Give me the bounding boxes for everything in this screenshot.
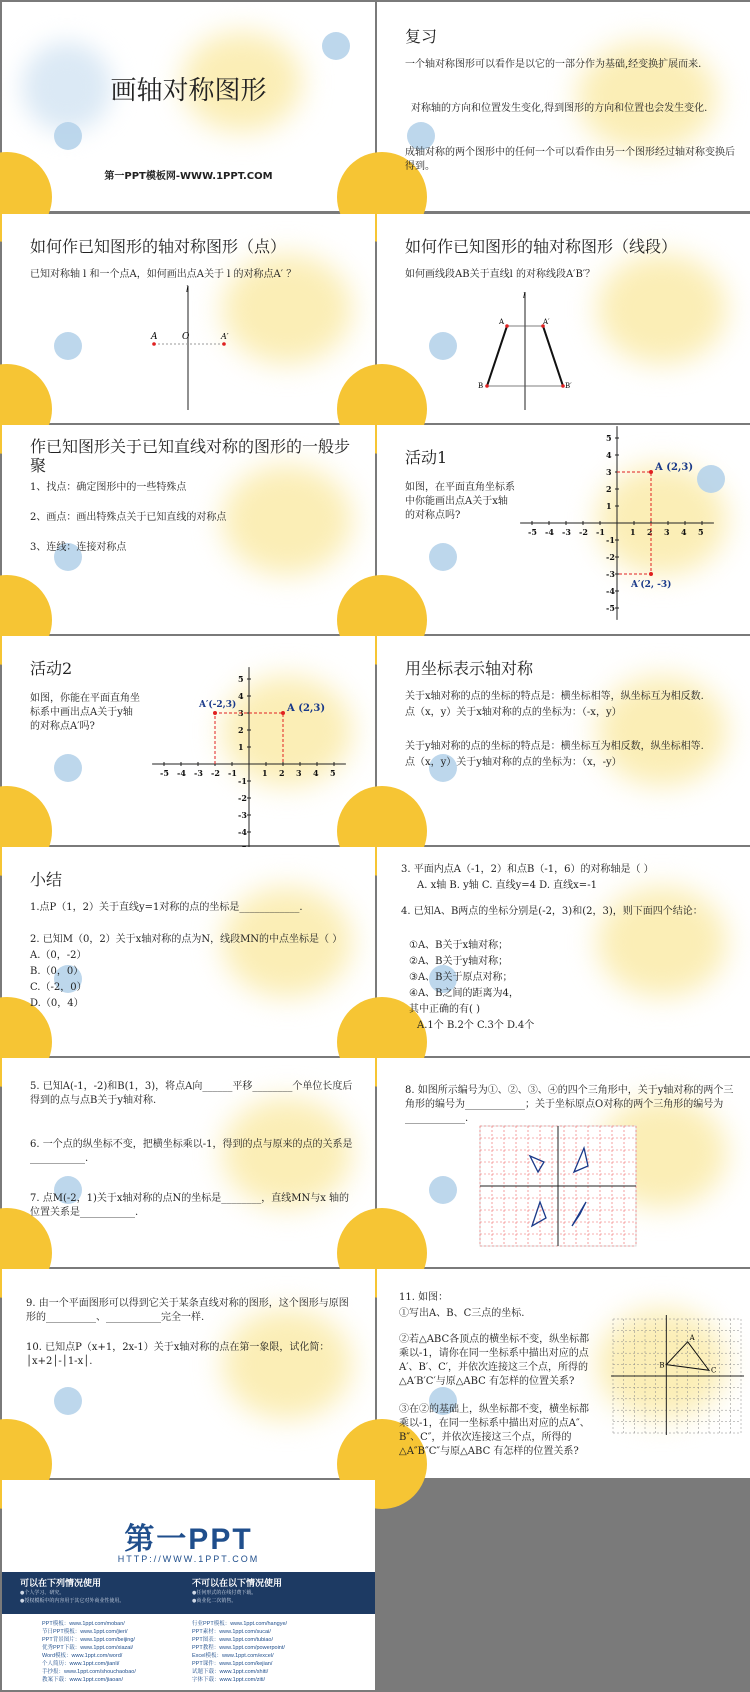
x-tick-label: 4	[681, 527, 687, 537]
label-a-prime: A′	[543, 318, 550, 326]
brand-url[interactable]: HTTP://WWW.1PPT.COM	[117, 1554, 260, 1564]
question-4-options: A.1个 B.2个 C.3个 D.4个	[417, 1020, 535, 1031]
brand-logo: 第一PPT	[124, 1523, 253, 1556]
conclusion-1: ①A、B关于x轴对称；	[409, 940, 509, 951]
x-tick-label: 1	[262, 768, 268, 778]
y-tick-label: 4	[238, 691, 244, 701]
x-tick-label: -4	[177, 768, 186, 778]
resource-link[interactable]: 行业PPT模板：www.1ppt.com/hangye/	[192, 1621, 288, 1627]
question-11-part-2: ②若△ABC各顶点的横坐标不变，纵坐标都乘以-1，请你在同一坐标系中描出对应的点A′、B′、C′，并依次连接这三个点，所得的△A′B′C′与原△ABC 有怎样的位置关系?	[399, 1334, 590, 1387]
slide-title: 如何作已知图形的轴对称图形（点）	[30, 237, 287, 256]
y-tick-label: -3	[238, 810, 247, 820]
slide-11-exercises[interactable]	[2, 1058, 375, 1267]
y-tick-label: -4	[606, 586, 615, 596]
slide-2-review[interactable]	[377, 2, 750, 211]
allowed-title: 可以在下列情况使用	[20, 1579, 102, 1589]
question-11-part-3: ③在②的基础上，纵坐标都不变，横坐标都乘以-1，在同一坐标系中描出对应的点A″、B″、C″，并依次连接这三个点，所得的△A″B″C″与原△ABC 有怎样的位置关系?	[399, 1404, 590, 1457]
label-b-prime: B′	[565, 382, 572, 390]
y-tick-label: -3	[606, 569, 615, 579]
x-tick-label: -3	[562, 527, 571, 537]
x-tick-label: 2	[279, 768, 285, 778]
y-tick-label: 5	[238, 674, 244, 684]
question-11-part-1: ①写出A、B、C三点的坐标.	[399, 1308, 525, 1319]
y-tick-label: -2	[606, 552, 615, 562]
slide-10-exercises[interactable]	[377, 847, 750, 1056]
label-a-prime: A′(2, -3)	[631, 580, 672, 590]
label-l: l	[186, 285, 189, 294]
x-tick-label: -1	[596, 527, 605, 537]
x-tick-label: 2	[647, 527, 653, 537]
option-d: D.（0，4）	[30, 998, 84, 1009]
resource-link[interactable]: Word模板：www.1ppt.com/word/	[42, 1653, 123, 1659]
question-3-options: A. x轴 B. y轴 C. 直线y=4 D. 直线x=-1	[417, 880, 597, 891]
y-tick-label: -1	[606, 535, 615, 545]
label-a: A (2,3)	[287, 703, 326, 714]
label-a: A (2,3)	[655, 462, 694, 473]
x-tick-label: -1	[228, 768, 237, 778]
point-a	[281, 711, 285, 715]
y-tick-label: 5	[606, 433, 612, 443]
resource-link[interactable]: PPT模板：www.1ppt.com/moban/	[42, 1621, 125, 1627]
links-left	[42, 1620, 192, 1684]
slide-14-triangle-abc[interactable]	[377, 1269, 750, 1478]
resource-link[interactable]: PPT图表：www.1ppt.com/tubiao/	[192, 1637, 274, 1643]
resource-link[interactable]: PPT教程：www.1ppt.com/powerpoint/	[192, 1645, 285, 1651]
resource-link[interactable]: 字体下载：www.1ppt.com/ziti/	[192, 1677, 266, 1683]
slide-3-point-symmetry[interactable]	[2, 214, 375, 423]
y-tick-label: 4	[606, 450, 612, 460]
links-right	[192, 1620, 362, 1684]
point-a	[152, 342, 156, 346]
question-2: 2. 已知M（0，2）关于x轴对称的点为N，线段MN的中点坐标是（ ）	[30, 934, 343, 945]
label-a: A	[499, 318, 505, 326]
slide-12-triangles[interactable]	[377, 1058, 750, 1267]
x-tick-label: 5	[330, 768, 336, 778]
slide-subtitle: 第一PPT模板网-WWW.1PPT.COM	[104, 171, 273, 182]
review-text-2: 对称轴的方向和位置发生变化,得到图形的方向和位置也会发生变化.	[411, 103, 708, 114]
slide-15-copyright[interactable]	[2, 1480, 375, 1690]
question-3: 3. 平面内点A（-1，2）和点B（-1，6）的对称轴是（ ）	[401, 864, 654, 875]
usage-banner	[2, 1572, 375, 1614]
label-a: A	[151, 332, 158, 342]
allowed-body: ●个人学习、研究。 ●授权模板中的内容用于其它对外商业性使用。	[20, 1590, 125, 1604]
question-text: 如图，你能在平面直角坐标系中画出点A关于y轴的对称点A′吗?	[30, 693, 140, 732]
slide-title: 复习	[405, 27, 438, 46]
conclusion-4: ④A、B之间的距离为4，	[409, 988, 519, 999]
slide-title: 小结	[30, 870, 63, 889]
slide-8-coordinate-symmetry[interactable]	[377, 636, 750, 845]
y-tick-label: 1	[606, 501, 612, 511]
y-tick-label: -1	[238, 776, 247, 786]
resource-link[interactable]: 节日PPT模板：www.1ppt.com/jieri/	[42, 1629, 128, 1635]
x-tick-label: -3	[194, 768, 203, 778]
conclusion-3: ③A、B关于原点对称；	[409, 972, 513, 983]
question-text: 已知对称轴 l 和一个点A，如何画出点A关于 l 的对称点A′ ？	[30, 269, 297, 280]
slide-9-summary[interactable]	[2, 847, 375, 1056]
slide-13-exercises[interactable]	[2, 1269, 375, 1478]
review-text-3: 成轴对称的两个图形中的任何一个可以看作由另一个图形经过轴对称变换后得到。	[405, 147, 735, 172]
coordinate-plot-1	[377, 425, 750, 634]
slide-title: 画轴对称图形	[110, 76, 267, 106]
label-b: B	[478, 382, 484, 390]
label-a: A	[689, 1333, 695, 1342]
slide-6-activity-1[interactable]	[377, 425, 750, 634]
x-tick-label: 5	[698, 527, 704, 537]
y-tick-label: 2	[238, 725, 244, 735]
option-c: C.（-2，0）	[30, 982, 87, 993]
forbidden-body: ●任何形式的在线付费下载。 ●商业化二次销售。	[192, 1590, 257, 1604]
resource-link[interactable]: PPT素材：www.1ppt.com/sucai/	[192, 1629, 271, 1635]
x-tick-label: -2	[211, 768, 220, 778]
slide-7-activity-2[interactable]	[2, 636, 375, 845]
slide-title: 如何作已知图形的轴对称图形（线段）	[405, 237, 678, 256]
question-10: 10. 已知点P（x+1，2x-1）关于x轴对称的点在第一象限，试化简：│x+2│-│1-x│.	[26, 1342, 330, 1367]
segment-diagram	[377, 214, 750, 423]
y-tick-label: 2	[606, 484, 612, 494]
slide-5-steps[interactable]	[2, 425, 375, 634]
x-tick-label: -2	[579, 527, 588, 537]
slide-title: 作已知图形关于已知直线对称的图形的一般步聚	[30, 437, 351, 475]
resource-link[interactable]: 优秀PPT下载：www.1ppt.com/xiazai/	[42, 1645, 134, 1651]
rule-x-axis: 关于x轴对称的点的坐标的特点是：横坐标相等，纵坐标互为相反数.	[405, 691, 704, 702]
option-b: B.（0，0）	[30, 966, 84, 977]
y-tick-label: 1	[238, 742, 244, 752]
y-tick-label: -5	[606, 603, 615, 613]
y-tick-label: -2	[238, 793, 247, 803]
resource-link[interactable]: 试题下载：www.1ppt.com/shiti/	[192, 1669, 269, 1675]
point-a	[649, 470, 653, 474]
question-4: 4. 已知A、B两点的坐标分别是(-2，3)和(2，3)，则下面四个结论：	[401, 906, 703, 917]
option-a: A.（0，-2）	[30, 950, 87, 961]
segment-ab	[487, 326, 507, 386]
slide-4-segment-symmetry[interactable]	[377, 214, 750, 423]
y-tick-label: 3	[238, 708, 244, 718]
label-b: B	[659, 1361, 665, 1370]
resource-link[interactable]: 手抄报：www.1ppt.com/shouchaobao/	[42, 1669, 136, 1675]
label-a-prime: A′(-2,3)	[199, 700, 237, 710]
question-4-ask: 其中正确的有( )	[409, 1004, 480, 1015]
question-1: 1.点P（1，2）关于直线y=1对称的点的坐标是____________.	[30, 902, 303, 913]
question-text: 如图，在平面直角坐标系中你能画出点A关于x轴的对称点吗?	[405, 482, 515, 521]
rule-x-formula: 点（x，y）关于x轴对称的点的坐标为：（-x，y）	[405, 707, 622, 718]
rule-y-formula: 点（x，y）关于y轴对称的点的坐标为：（x，-y）	[405, 757, 622, 768]
point-diagram	[2, 214, 375, 423]
label-c: C	[711, 1366, 717, 1375]
resource-link[interactable]: Excel模板：www.1ppt.com/excel/	[192, 1653, 274, 1659]
question-8: 8. 如图所示编号为①、②、③、④的四个三角形中，关于y轴对称的两个三角形的编号为____________；关于坐标原点O对称的两个三角形的编号为____________.	[405, 1085, 734, 1124]
x-tick-label: 3	[664, 527, 670, 537]
point-a-prime	[649, 572, 653, 576]
conclusion-2: ②A、B关于y轴对称；	[409, 956, 509, 967]
step-3: 3、连线：连接对称点	[30, 542, 127, 553]
question-11-title: 11. 如图：	[399, 1292, 449, 1303]
question-7: 7. 点M(-2，1)关于x轴对称的点N的坐标是________，直线MN与x 轴的位置关系是___________.	[30, 1193, 350, 1218]
resource-link[interactable]: 个人简历：www.1ppt.com/jianli/	[42, 1661, 120, 1667]
review-text-1: 一个轴对称图形可以看作是以它的一部分作为基础,经变换扩展而来.	[405, 59, 702, 70]
slide-title: 活动2	[30, 659, 73, 678]
resource-link[interactable]: PPT课件：www.1ppt.com/kejian/	[192, 1661, 273, 1667]
y-tick-label: 3	[606, 467, 612, 477]
x-tick-label: 4	[313, 768, 319, 778]
x-tick-label: 1	[630, 527, 636, 537]
label-l: l	[523, 292, 526, 300]
x-tick-label: 3	[296, 768, 302, 778]
x-tick-label: -4	[545, 527, 554, 537]
rule-y-axis: 关于y轴对称的点的坐标的特点是：横坐标互为相反数，纵坐标相等.	[405, 741, 704, 752]
step-1: 1、找点：确定图形中的一些特殊点	[30, 482, 187, 493]
triangle-grid	[377, 1058, 750, 1267]
slide-title: 活动1	[405, 448, 448, 467]
x-tick-label: -5	[528, 527, 537, 537]
triangle-abc-grid	[377, 1269, 750, 1478]
coordinate-plot-2	[2, 636, 375, 845]
question-9: 9. 由一个平面图形可以得到它关于某条直线对称的图形，这个图形与原图形的__________、___________完全一样.	[26, 1298, 349, 1323]
step-2: 2、画点：画出特殊点关于已知直线的对称点	[30, 512, 227, 523]
x-tick-label: -5	[160, 768, 169, 778]
resource-link[interactable]: PPT背景图片：www.1ppt.com/beijing/	[42, 1637, 135, 1643]
point-a-prime	[222, 342, 226, 346]
question-text: 如何画线段AB关于直线l 的对称线段A′B′？	[405, 269, 596, 280]
label-a-prime: A′	[221, 332, 229, 341]
forbidden-title: 不可以在以下情况使用	[192, 1579, 283, 1589]
resource-link[interactable]: 教案下载：www.1ppt.com/jiaoan/	[42, 1677, 123, 1683]
slide-title: 用坐标表示轴对称	[405, 659, 534, 678]
question-5: 5. 已知A(-1，-2)和B(1，3)，将点A向______平移________个单位长度后得到的点与点B关于y轴对称.	[30, 1081, 353, 1106]
segment-a-prime-b-prime	[543, 326, 563, 386]
label-o: O	[182, 332, 190, 342]
point-a-prime	[213, 711, 217, 715]
question-6: 6. 一个点的纵坐标不变，把横坐标乘以-1，得到的点与原来的点的关系是___________.	[30, 1139, 353, 1164]
y-tick-label: -4	[238, 827, 247, 837]
slide-1-title[interactable]	[2, 2, 375, 211]
